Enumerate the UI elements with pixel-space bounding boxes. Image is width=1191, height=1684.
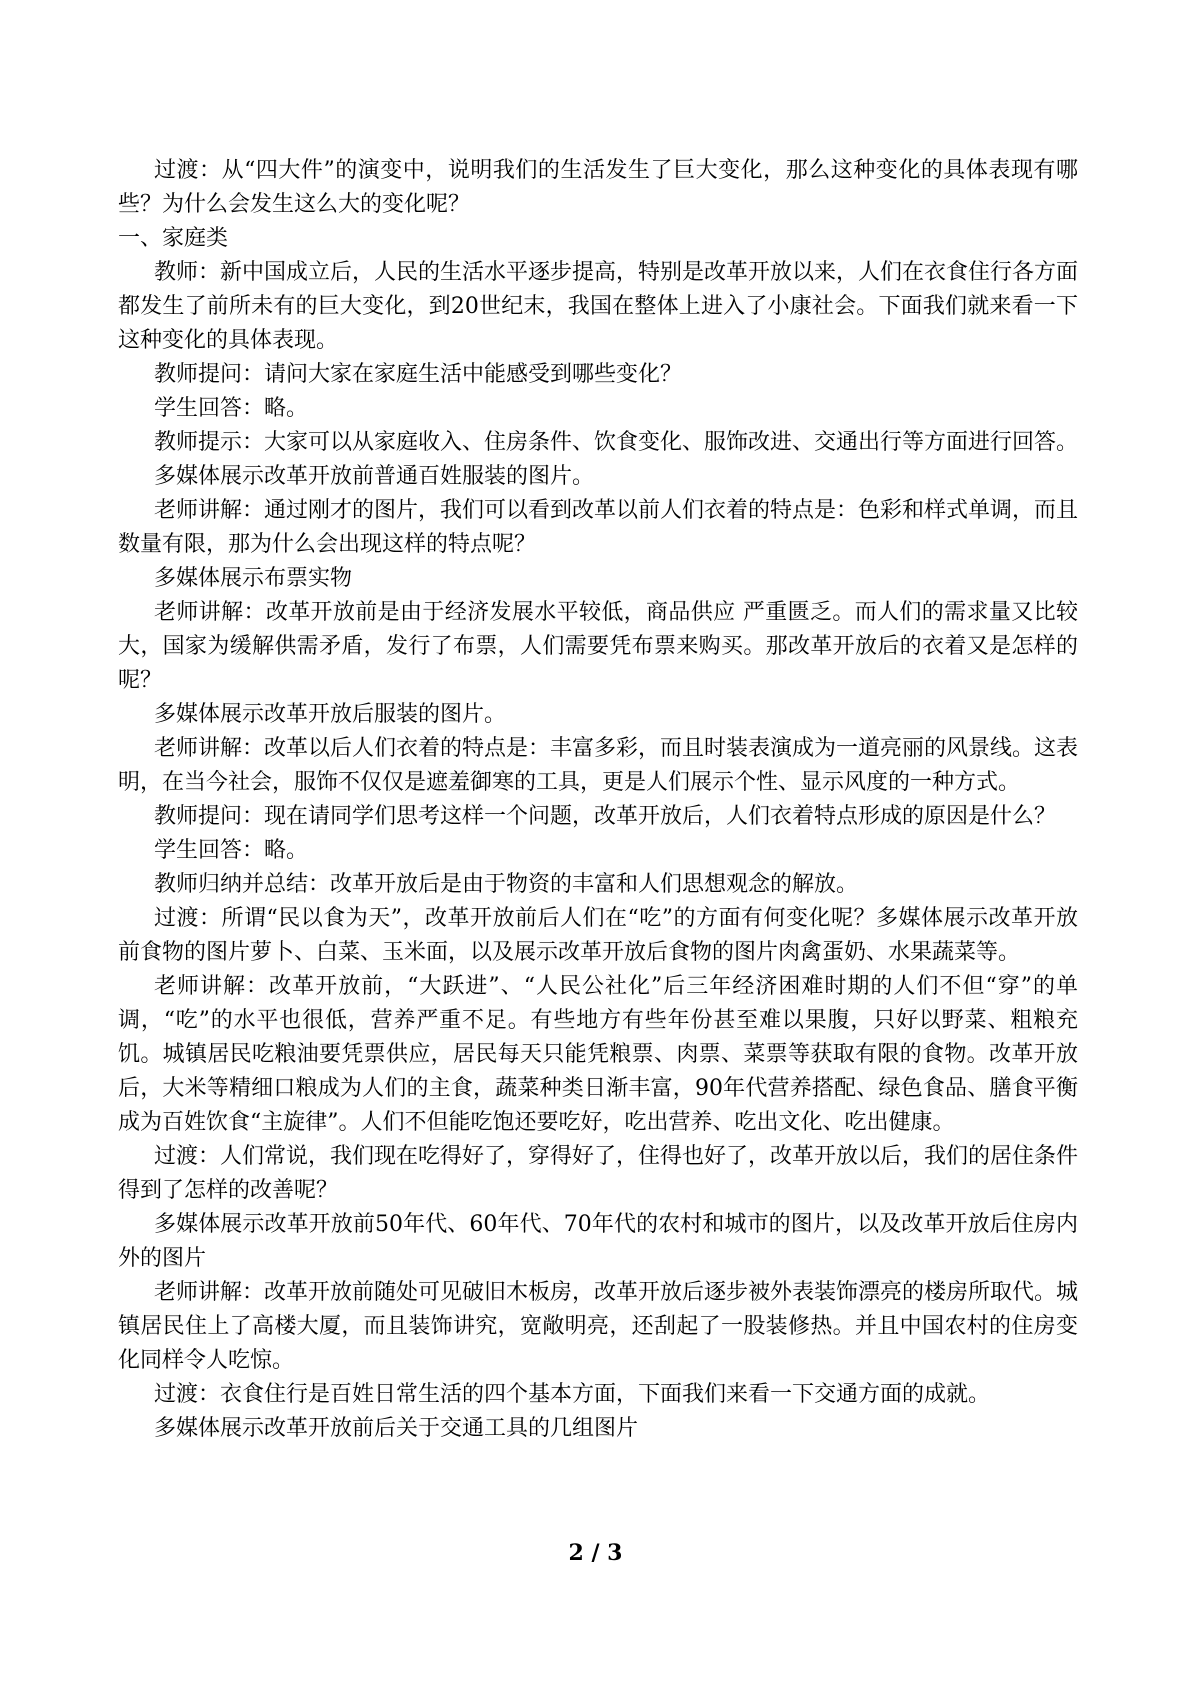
paragraph-student-answer-2: 学生回答：略。: [154, 838, 309, 863]
paragraph-teacher-explain-food: 老师讲解：改革开放前，“大跃进”、“人民公社化”后三年经济困难时期的人们不但“穿”的单调，“吃”的水平也很低，营养严重不足。有些地方有些年份甚至难以果腹，只好以野菜、粗粮充饥。城镇居民吃粮油要凭票供应，居民每天只能凭粮票、肉票、菜票等获取有限的食物。改革开放后，大米等精细口粮成为人们的主食，蔬菜种类日渐丰富，90年代营养搭配、绿色食品、膳食平衡成为百姓饮食“主旋律”。人们不但能吃饱还要吃好，吃出营养、吃出文化、吃出健康。: [118, 974, 1078, 1135]
paragraph-media-cloth-coupon: 多媒体展示布票实物: [154, 566, 353, 591]
paragraph-teacher-question-2: 教师提问：现在请同学们思考这样一个问题，改革开放后，人们衣着特点形成的原因是什么？: [154, 804, 1057, 829]
paragraph-teacher-explain-coupon: 老师讲解：改革开放前是由于经济发展水平较低，商品供应 严重匮乏。而人们的需求量又比较大，国家为缓解供需矛盾，发行了布票，人们需要凭布票来购买。那改革开放后的衣着又是怎样的呢？: [118, 600, 1078, 693]
paragraph-student-answer-1: 学生回答：略。: [154, 396, 309, 421]
paragraph-teacher-explain-clothing-after: 老师讲解：改革以后人们衣着的特点是：丰富多彩，而且时装表演成为一道亮丽的风景线。这表明，在当今社会，服饰不仅仅是遮羞御寒的工具，更是人们展示个性、显示风度的一种方式。: [118, 736, 1079, 795]
paragraph-media-transport: 多媒体展示改革开放前后关于交通工具的几组图片: [154, 1416, 639, 1441]
paragraph-teacher-summary: 教师归纳并总结：改革开放后是由于物资的丰富和人们思想观念的解放。: [154, 872, 859, 897]
paragraph-transition-four-items: 过渡：从“四大件”的演变中，说明我们的生活发生了巨大变化，那么这种变化的具体表现有哪些？为什么会发生这么大的变化呢？: [118, 158, 1078, 217]
paragraph-teacher-explain-clothing-before: 老师讲解：通过刚才的图片，我们可以看到改革以前人们衣着的特点是：色彩和样式单调，而且数量有限，那为什么会出现这样的特点呢？: [118, 498, 1079, 557]
paragraph-teacher-explain-housing: 老师讲解：改革开放前随处可见破旧木板房，改革开放后逐步被外表装饰漂亮的楼房所取代。城镇居民住上了高楼大厦，而且装饰讲究，宽敞明亮，还刮起了一股装修热。并且中国农村的住房变化同样令人吃惊。: [118, 1280, 1079, 1373]
paragraph-teacher-hint: 教师提示：大家可以从家庭收入、住房条件、饮食变化、服饰改进、交通出行等方面进行回答。: [154, 430, 1079, 455]
paragraph-transition-food: 过渡：所谓“民以食为天”，改革开放前后人们在“吃”的方面有何变化呢？多媒体展示改革开放前食物的图片萝卜、白菜、玉米面，以及展示改革开放后食物的图片肉禽蛋奶、水果蔬菜等。: [118, 906, 1078, 965]
paragraph-teacher-question-1: 教师提问：请问大家在家庭生活中能感受到哪些变化？: [154, 362, 683, 387]
section-heading-family: 一、家庭类: [118, 226, 229, 251]
paragraph-transition-housing: 过渡：人们常说，我们现在吃得好了，穿得好了，住得也好了，改革开放以后，我们的居住条件得到了怎样的改善呢？: [118, 1144, 1079, 1203]
page-body: [118, 154, 1078, 1446]
paragraph-teacher-intro: 教师：新中国成立后，人民的生活水平逐步提高，特别是改革开放以来，人们在衣食住行各方面都发生了前所未有的巨大变化，到20世纪末，我国在整体上进入了小康社会。下面我们就来看一下这种变化的具体表现。: [118, 260, 1079, 353]
paragraph-transition-transport: 过渡：衣食住行是百姓日常生活的四个基本方面，下面我们来看一下交通方面的成就。: [154, 1382, 991, 1407]
paragraph-media-clothing-before: 多媒体展示改革开放前普通百姓服装的图片。: [154, 464, 595, 489]
paragraph-media-clothing-after: 多媒体展示改革开放后服装的图片。: [154, 702, 507, 727]
page-number: 2 / 3: [568, 1540, 623, 1566]
paragraph-media-housing: 多媒体展示改革开放前50年代、60年代、70年代的农村和城市的图片，以及改革开放后住房内外的图片: [118, 1212, 1078, 1271]
